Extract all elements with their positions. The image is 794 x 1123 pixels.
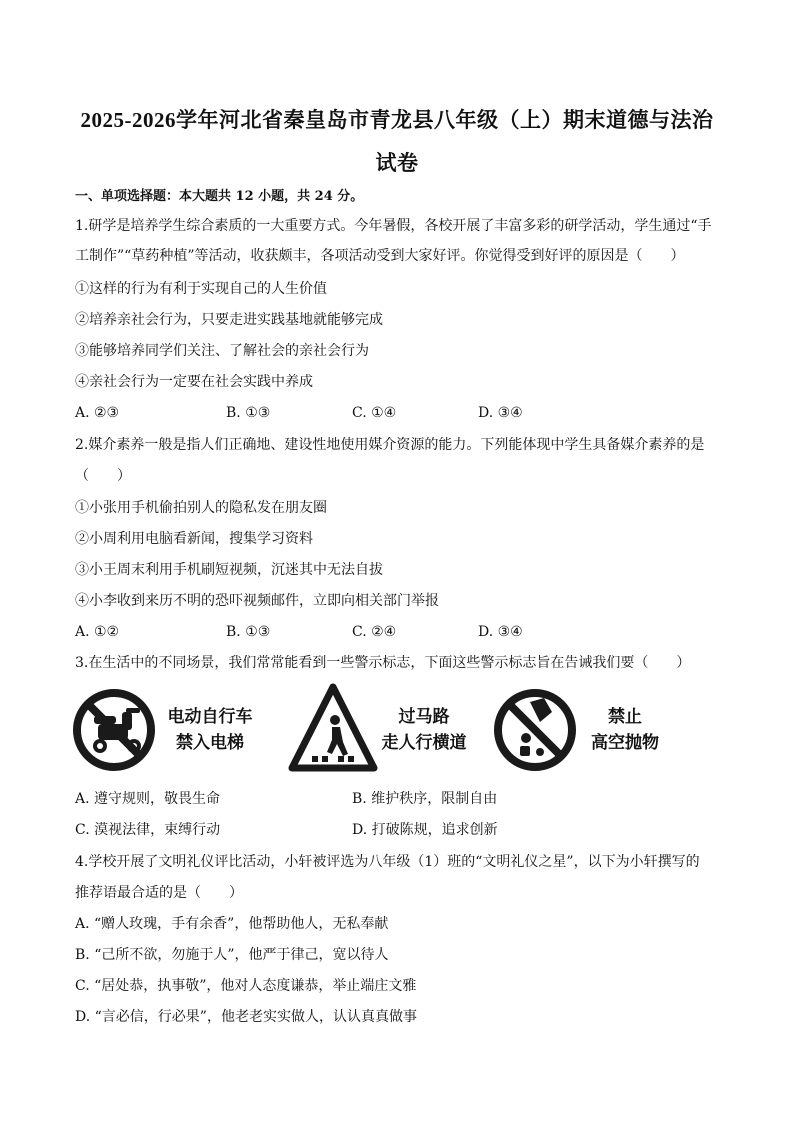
q1-option-c: C. ①④: [352, 405, 397, 421]
q4-option-d: D. “言必信，行必果”，他老老实实做人，认认真真做事: [75, 1009, 417, 1025]
q2-option-a: A. ①②: [75, 624, 120, 640]
q4-option-c: C. “居处恭，执事敬”，他对人态度谦恭，举止端庄文雅: [75, 978, 417, 994]
q2-stem-line1: 2.媒介素养一般是指人们正确地、建设性地使用媒介资源的能力。下列能体现中学生具备媒介素养的是: [75, 437, 705, 453]
sign1-caption-line1: 电动自行车: [167, 707, 253, 727]
sign2-caption: [372, 704, 476, 756]
q3-option-d: D. 打破陈规，追求创新: [352, 822, 498, 838]
sign3-caption-line2: 高空抛物: [591, 733, 659, 753]
q3-option-b: B. 维护秩序，限制自由: [352, 791, 498, 807]
q1-option-b: B. ①③: [226, 405, 271, 421]
q1-item-1: ①这样的行为有利于实现自己的人生价值: [75, 281, 327, 297]
q1-option-a: A. ②③: [75, 405, 120, 421]
q1-item-4: ④亲社会行为一定要在社会实践中养成: [75, 374, 313, 390]
q2-item-4: ④小李收到来历不明的恐吓视频邮件，立即向相关部门举报: [75, 593, 439, 609]
q1-stem-line2: 工制作”“草药种植”等活动，收获颇丰，各项活动受到大家好评。你觉得受到好评的原因是（ ）: [75, 248, 685, 264]
q2-option-d: D. ③④: [478, 624, 523, 640]
sign3-caption: [580, 704, 670, 756]
q4-option-a: A. “赠人玫瑰，手有余香”，他帮助他人，无私奉献: [75, 916, 389, 932]
q4-option-b: B. “己所不欲，勿施于人”，他严于律己，宽以待人: [75, 947, 389, 963]
q2-item-3: ③小王周末利用手机刷短视频，沉迷其中无法自拔: [75, 562, 383, 578]
q3-stem: 3.在生活中的不同场景，我们常常能看到一些警示标志，下面这些警示标志旨在告诫我们要（ ）: [75, 655, 691, 671]
exam-title-line1: 2025-2026学年河北省秦皇岛市青龙县八年级（上）期末道德与法治: [80, 108, 714, 132]
q2-item-1: ①小张用手机偷拍别人的隐私发在朋友圈: [75, 500, 327, 516]
q1-stem-line1: 1.研学是培养学生综合素质的一大重要方式。今年暑假，各校开展了丰富多彩的研学活动，学生通过“手: [75, 218, 712, 234]
q1-item-3: ③能够培养同学们关注、了解社会的亲社会行为: [75, 343, 369, 359]
q2-option-c: C. ②④: [352, 624, 397, 640]
sign2-caption-line2: 走人行横道: [381, 733, 467, 753]
no-ebike-elevator-sign: [72, 682, 156, 778]
q1-option-d: D. ③④: [478, 405, 523, 421]
sign1-caption-line2: 禁入电梯: [176, 733, 244, 753]
q4-stem-line2: 推荐语最合适的是（ ）: [75, 885, 243, 901]
sign1-caption: [160, 704, 260, 756]
q2-option-b: B. ①③: [226, 624, 271, 640]
sign2-caption-line1: 过马路: [398, 707, 450, 727]
q2-item-2: ②小周利用电脑看新闻，搜集学习资料: [75, 531, 313, 547]
no-throwing-from-height-sign: [492, 682, 578, 778]
q4-stem-line1: 4.学校开展了文明礼仪评比活动，小轩被评选为八年级（1）班的“文明礼仪之星”，以下为小轩撰写的: [75, 854, 700, 870]
pedestrian-crossing-sign: [288, 682, 378, 774]
q2-stem-line2: （ ）: [75, 468, 131, 484]
q3-option-a: A. 遵守规则，敬畏生命: [75, 791, 221, 807]
exam-title-line2: 试卷: [375, 151, 419, 175]
section-heading: 一、单项选择题：本大题共 12 小题，共 24 分。: [75, 189, 364, 204]
sign3-caption-line1: 禁止: [608, 707, 642, 727]
q3-option-c: C. 漠视法律，束缚行动: [75, 822, 221, 838]
q1-item-2: ②培养亲社会行为，只要走进实践基地就能够完成: [75, 312, 383, 328]
